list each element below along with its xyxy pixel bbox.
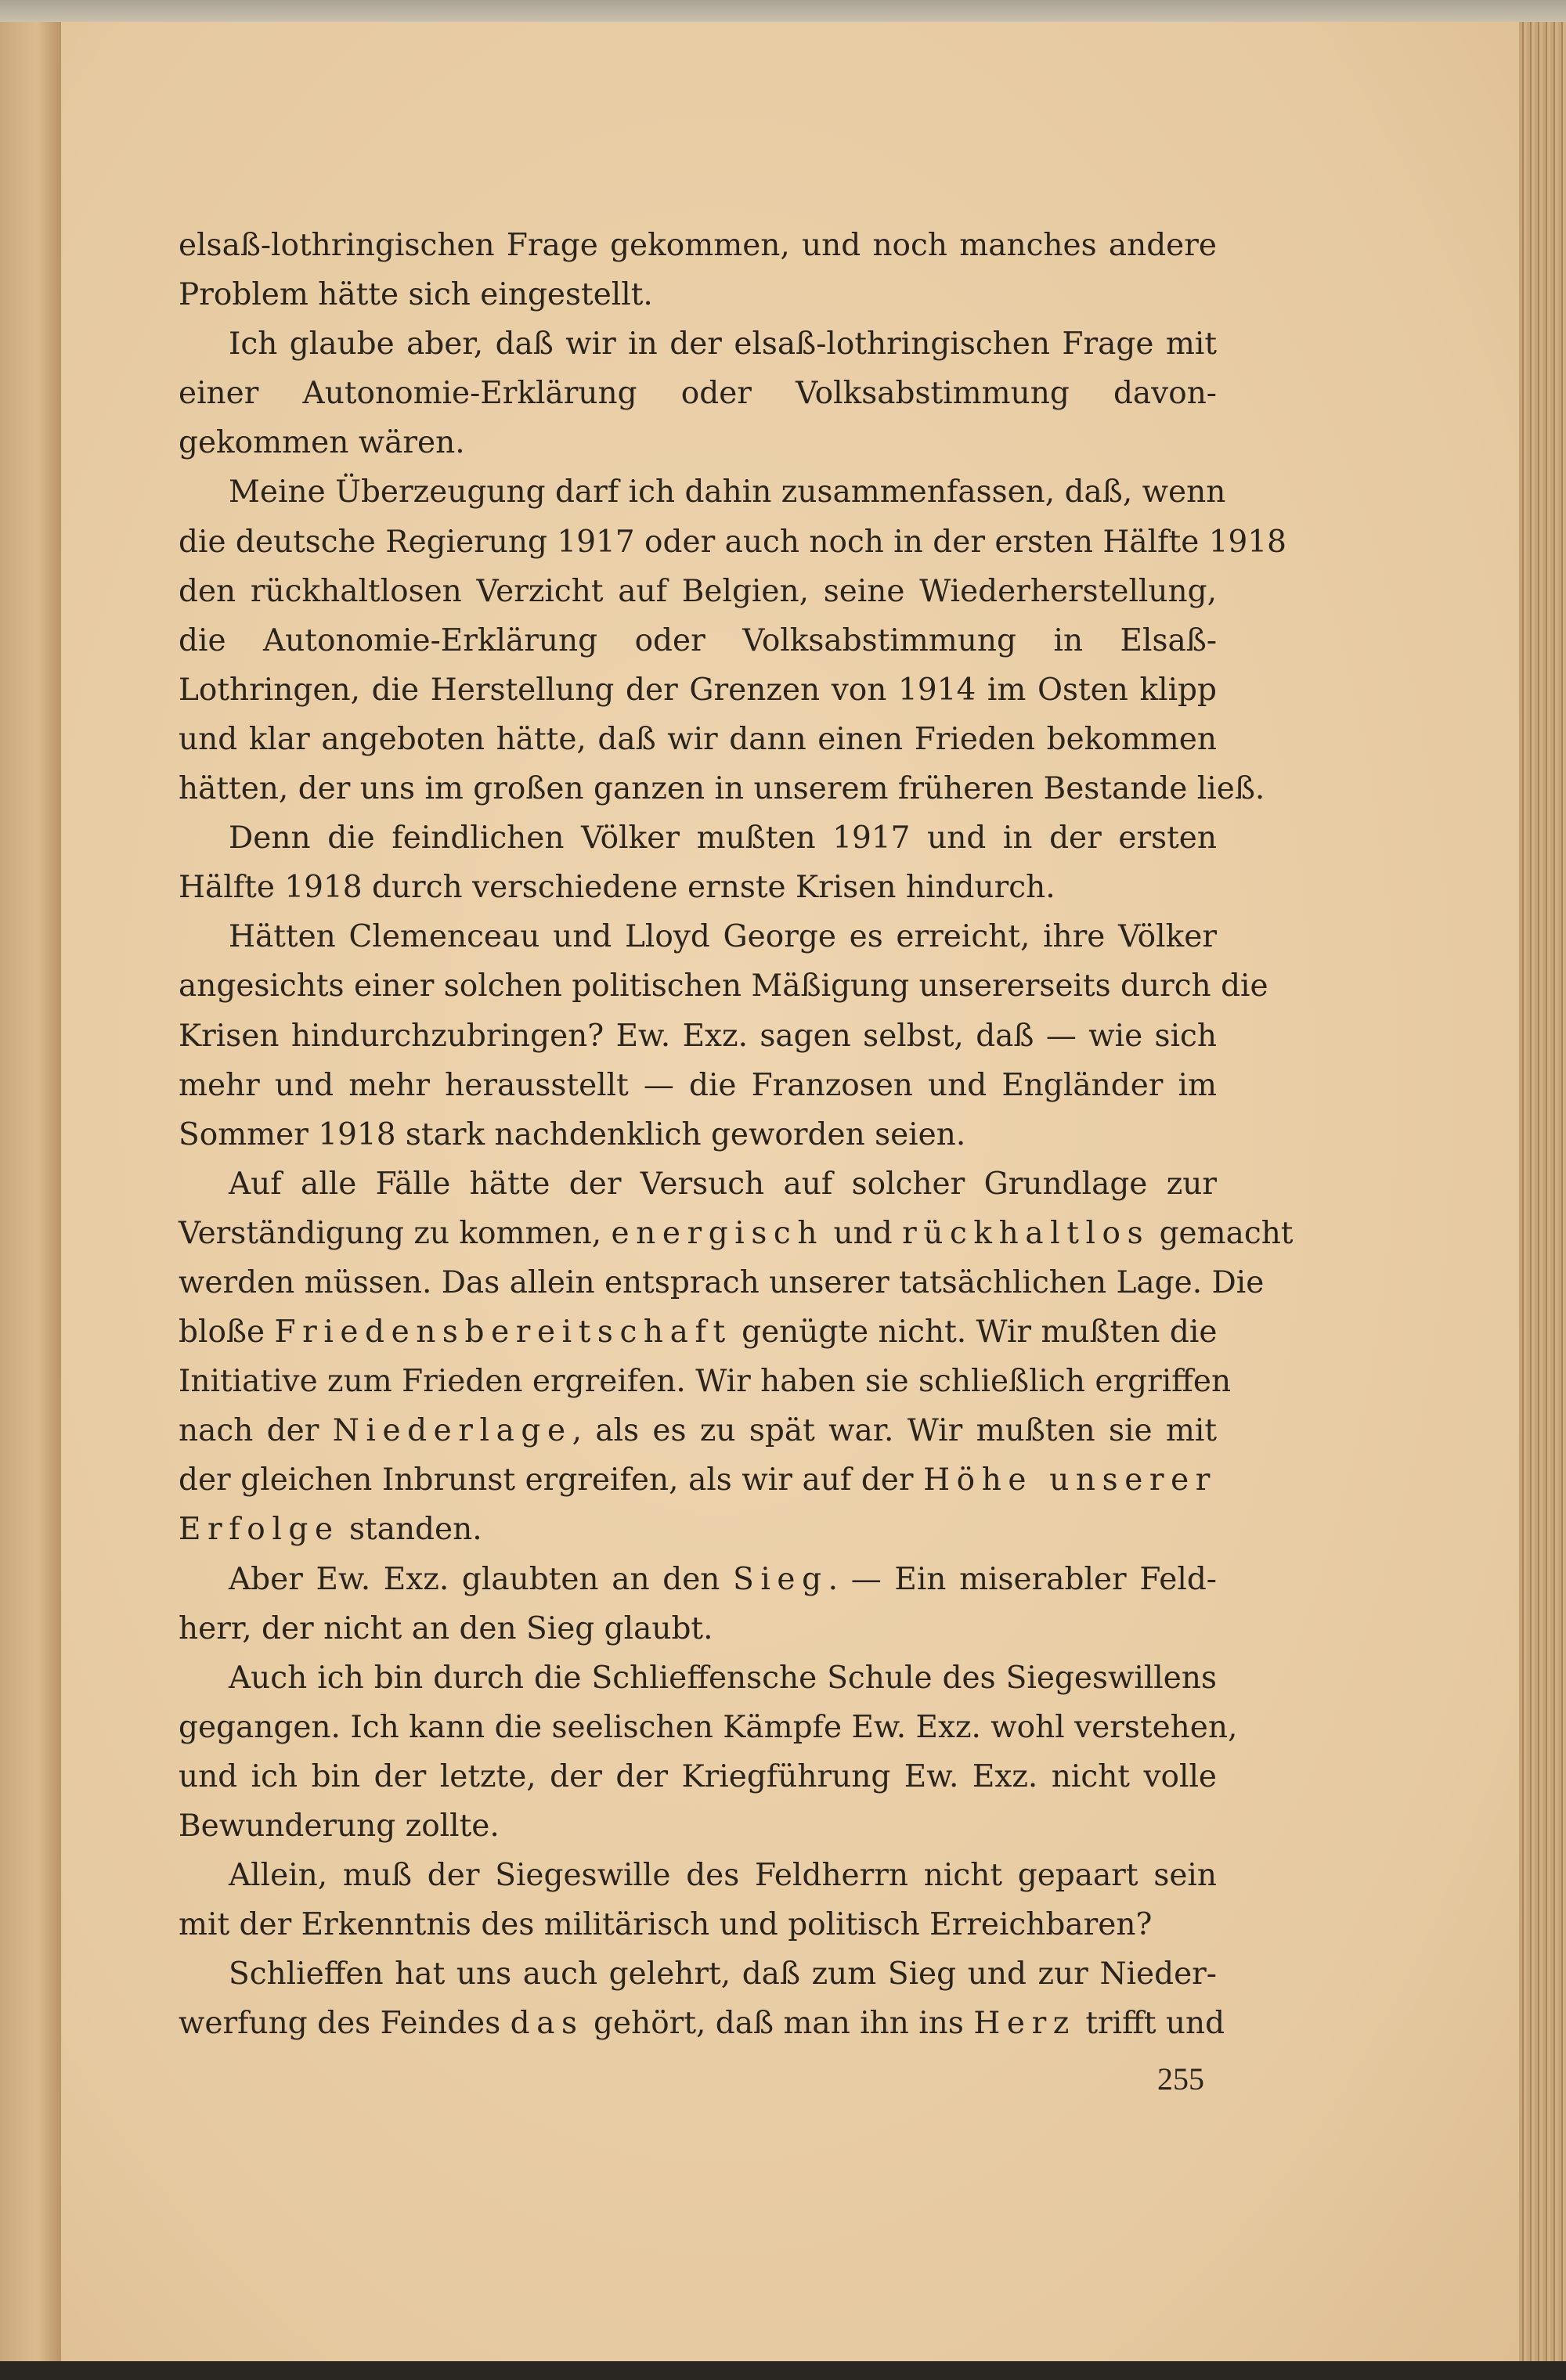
text-segment: Allein, muß der Siegeswille des Feldherrn nicht gepaart sein <box>229 1858 1217 1894</box>
text-segment: gegangen. Ich kann die seelischen Kämpfe Ew. Exz. wohl verstehen, <box>179 1709 1238 1745</box>
text-line <box>179 1555 1217 1604</box>
text-segment: nach der <box>179 1413 333 1449</box>
text-segment: angesichts einer solchen politischen Mäßigung unsererseits durch die <box>179 968 1268 1004</box>
emphasized-text: Friedensbereitschaft <box>274 1314 732 1350</box>
text-segment: die Autonomie-Erklärung oder Volksabstimmung in Elsaß- <box>179 622 1217 658</box>
text-line <box>179 863 1217 912</box>
text-segment: gemacht <box>1149 1215 1294 1251</box>
emphasized-text: rückhaltlos <box>902 1215 1150 1251</box>
text-segment: mit der Erkenntnis des militärisch und politisch Erreichbaren? <box>179 1907 1153 1943</box>
emphasized-text: Sieg <box>733 1561 828 1597</box>
text-line <box>179 1357 1232 1406</box>
text-segment: Aber Ew. Exz. glaubten an den <box>229 1561 734 1597</box>
text-segment: und klar angeboten hätte, daß wir dann einen Frieden bekommen <box>179 721 1217 757</box>
text-line <box>179 715 1217 764</box>
text-segment: herr, der nicht an den Sieg glaubt. <box>179 1610 713 1646</box>
text-segment: Denn die feindlichen Völker mußten 1917 und in der ersten <box>229 820 1217 856</box>
text-segment: Auf alle Fälle hätte der Versuch auf solcher Grundlage zur <box>229 1166 1217 1202</box>
text-segment: Initiative zum Frieden ergreifen. Wir haben sie schließlich ergriffen <box>179 1364 1232 1400</box>
text-line <box>179 1999 1225 2048</box>
emphasized-text: Höhe unserer <box>923 1462 1217 1498</box>
text-segment: Problem hätte sich eingestellt. <box>179 277 653 313</box>
emphasized-text: energisch <box>611 1215 824 1251</box>
text-segment: und <box>824 1215 903 1251</box>
text-segment: Schlieffen hat uns auch gelehrt, daß zum Sieg und zur Nieder- <box>229 1956 1217 1992</box>
text-segment: standen. <box>339 1512 482 1548</box>
text-segment: Krisen hindurchzubringen? Ew. Exz. sagen selbst, daß — wie sich <box>179 1018 1217 1054</box>
text-line <box>179 319 1217 369</box>
text-segment: . — Ein miserabler Feld- <box>828 1561 1217 1597</box>
body-text <box>179 221 1294 2048</box>
text-segment: Bewunderung zollte. <box>179 1808 500 1844</box>
text-segment: trifft und <box>1075 2006 1225 2042</box>
text-line <box>179 1949 1217 1999</box>
text-segment: Ich glaube aber, daß wir in der elsaß-lothringischen Frage mit <box>229 326 1217 362</box>
text-segment: elsaß-lothringischen Frage gekommen, und noch manches andere <box>179 228 1217 263</box>
text-segment: mehr und mehr herausstellt — die Franzosen und Engländer im <box>179 1067 1217 1103</box>
text-segment: Meine Überzeugung darf ich dahin zusammenfassen, daß, wenn <box>229 474 1226 510</box>
text-line <box>179 1752 1217 1801</box>
text-line <box>179 221 1217 270</box>
text-line <box>179 813 1217 863</box>
text-segment: werden müssen. Das allein entsprach unserer tatsächlichen Lage. Die <box>179 1264 1265 1300</box>
text-line <box>179 961 1268 1011</box>
text-line <box>179 1505 1217 1554</box>
text-line <box>179 1012 1217 1061</box>
emphasized-text: Erfolge <box>179 1512 340 1548</box>
text-line <box>179 1801 1217 1851</box>
text-line <box>179 665 1217 715</box>
text-line <box>179 467 1226 517</box>
text-line <box>179 567 1217 616</box>
text-segment: Sommer 1918 stark nachdenklich geworden seien. <box>179 1116 966 1152</box>
text-line <box>179 1604 1217 1653</box>
text-line <box>179 369 1217 418</box>
scan-bottom-edge <box>0 2361 1566 2380</box>
text-segment: Hätten Clemenceau und Lloyd George es erreicht, ihre Völker <box>229 919 1217 955</box>
text-segment: die deutsche Regierung 1917 oder auch noch in der ersten Hälfte 1918 <box>179 524 1286 560</box>
page-stack-edge <box>1519 22 1566 2363</box>
text-segment: Auch ich bin durch die Schlieffensche Schule des Siegeswillens <box>229 1660 1217 1696</box>
scan-top-edge <box>0 0 1566 22</box>
text-line <box>179 616 1217 665</box>
emphasized-text: das <box>510 2006 584 2042</box>
text-line <box>179 912 1217 961</box>
text-line <box>179 1159 1217 1209</box>
text-line <box>179 764 1265 813</box>
text-segment: Verständigung zu kommen, <box>179 1215 612 1251</box>
text-line <box>179 1703 1238 1752</box>
text-line <box>179 418 1217 467</box>
text-line <box>179 270 1217 319</box>
text-segment: Lothringen, die Herstellung der Grenzen von 1914 im Osten klipp <box>179 672 1217 708</box>
text-segment: , als es zu spät war. Wir mußten sie mit <box>572 1413 1218 1449</box>
text-segment: gekommen wären. <box>179 425 465 461</box>
text-line <box>179 1406 1217 1455</box>
text-segment: der gleichen Inbrunst ergreifen, als wir auf der <box>179 1462 924 1498</box>
text-segment: den rückhaltlosen Verzicht auf Belgien, seine Wiederherstellung, <box>179 573 1217 609</box>
emphasized-text: Niederlage <box>332 1413 572 1449</box>
book-gutter-edge <box>0 22 61 2363</box>
text-segment: gehört, daß man ihn ins <box>583 2006 974 2042</box>
text-segment: Hälfte 1918 durch verschiedene ernste Krisen hindurch. <box>179 870 1055 906</box>
emphasized-text: Herz <box>973 2006 1076 2042</box>
text-line <box>179 1900 1217 1949</box>
text-line <box>179 1258 1265 1307</box>
text-segment: einer Autonomie-Erklärung oder Volksabstimmung davon- <box>179 376 1217 412</box>
text-line <box>179 1851 1217 1900</box>
text-line <box>179 1653 1217 1703</box>
text-segment: bloße <box>179 1314 275 1350</box>
page-number: 255 <box>1157 2061 1204 2097</box>
text-line <box>179 517 1286 567</box>
text-line <box>179 1455 1217 1505</box>
text-segment: genügte nicht. Wir mußten die <box>731 1314 1218 1350</box>
text-line <box>179 1209 1294 1258</box>
text-segment: hätten, der uns im großen ganzen in unserem früheren Bestande ließ. <box>179 771 1265 807</box>
text-segment: und ich bin der letzte, der der Kriegführung Ew. Exz. nicht volle <box>179 1758 1217 1794</box>
text-line <box>179 1061 1217 1110</box>
text-line <box>179 1110 1217 1159</box>
text-segment: werfung des Feindes <box>179 2006 511 2042</box>
text-line <box>179 1307 1217 1357</box>
